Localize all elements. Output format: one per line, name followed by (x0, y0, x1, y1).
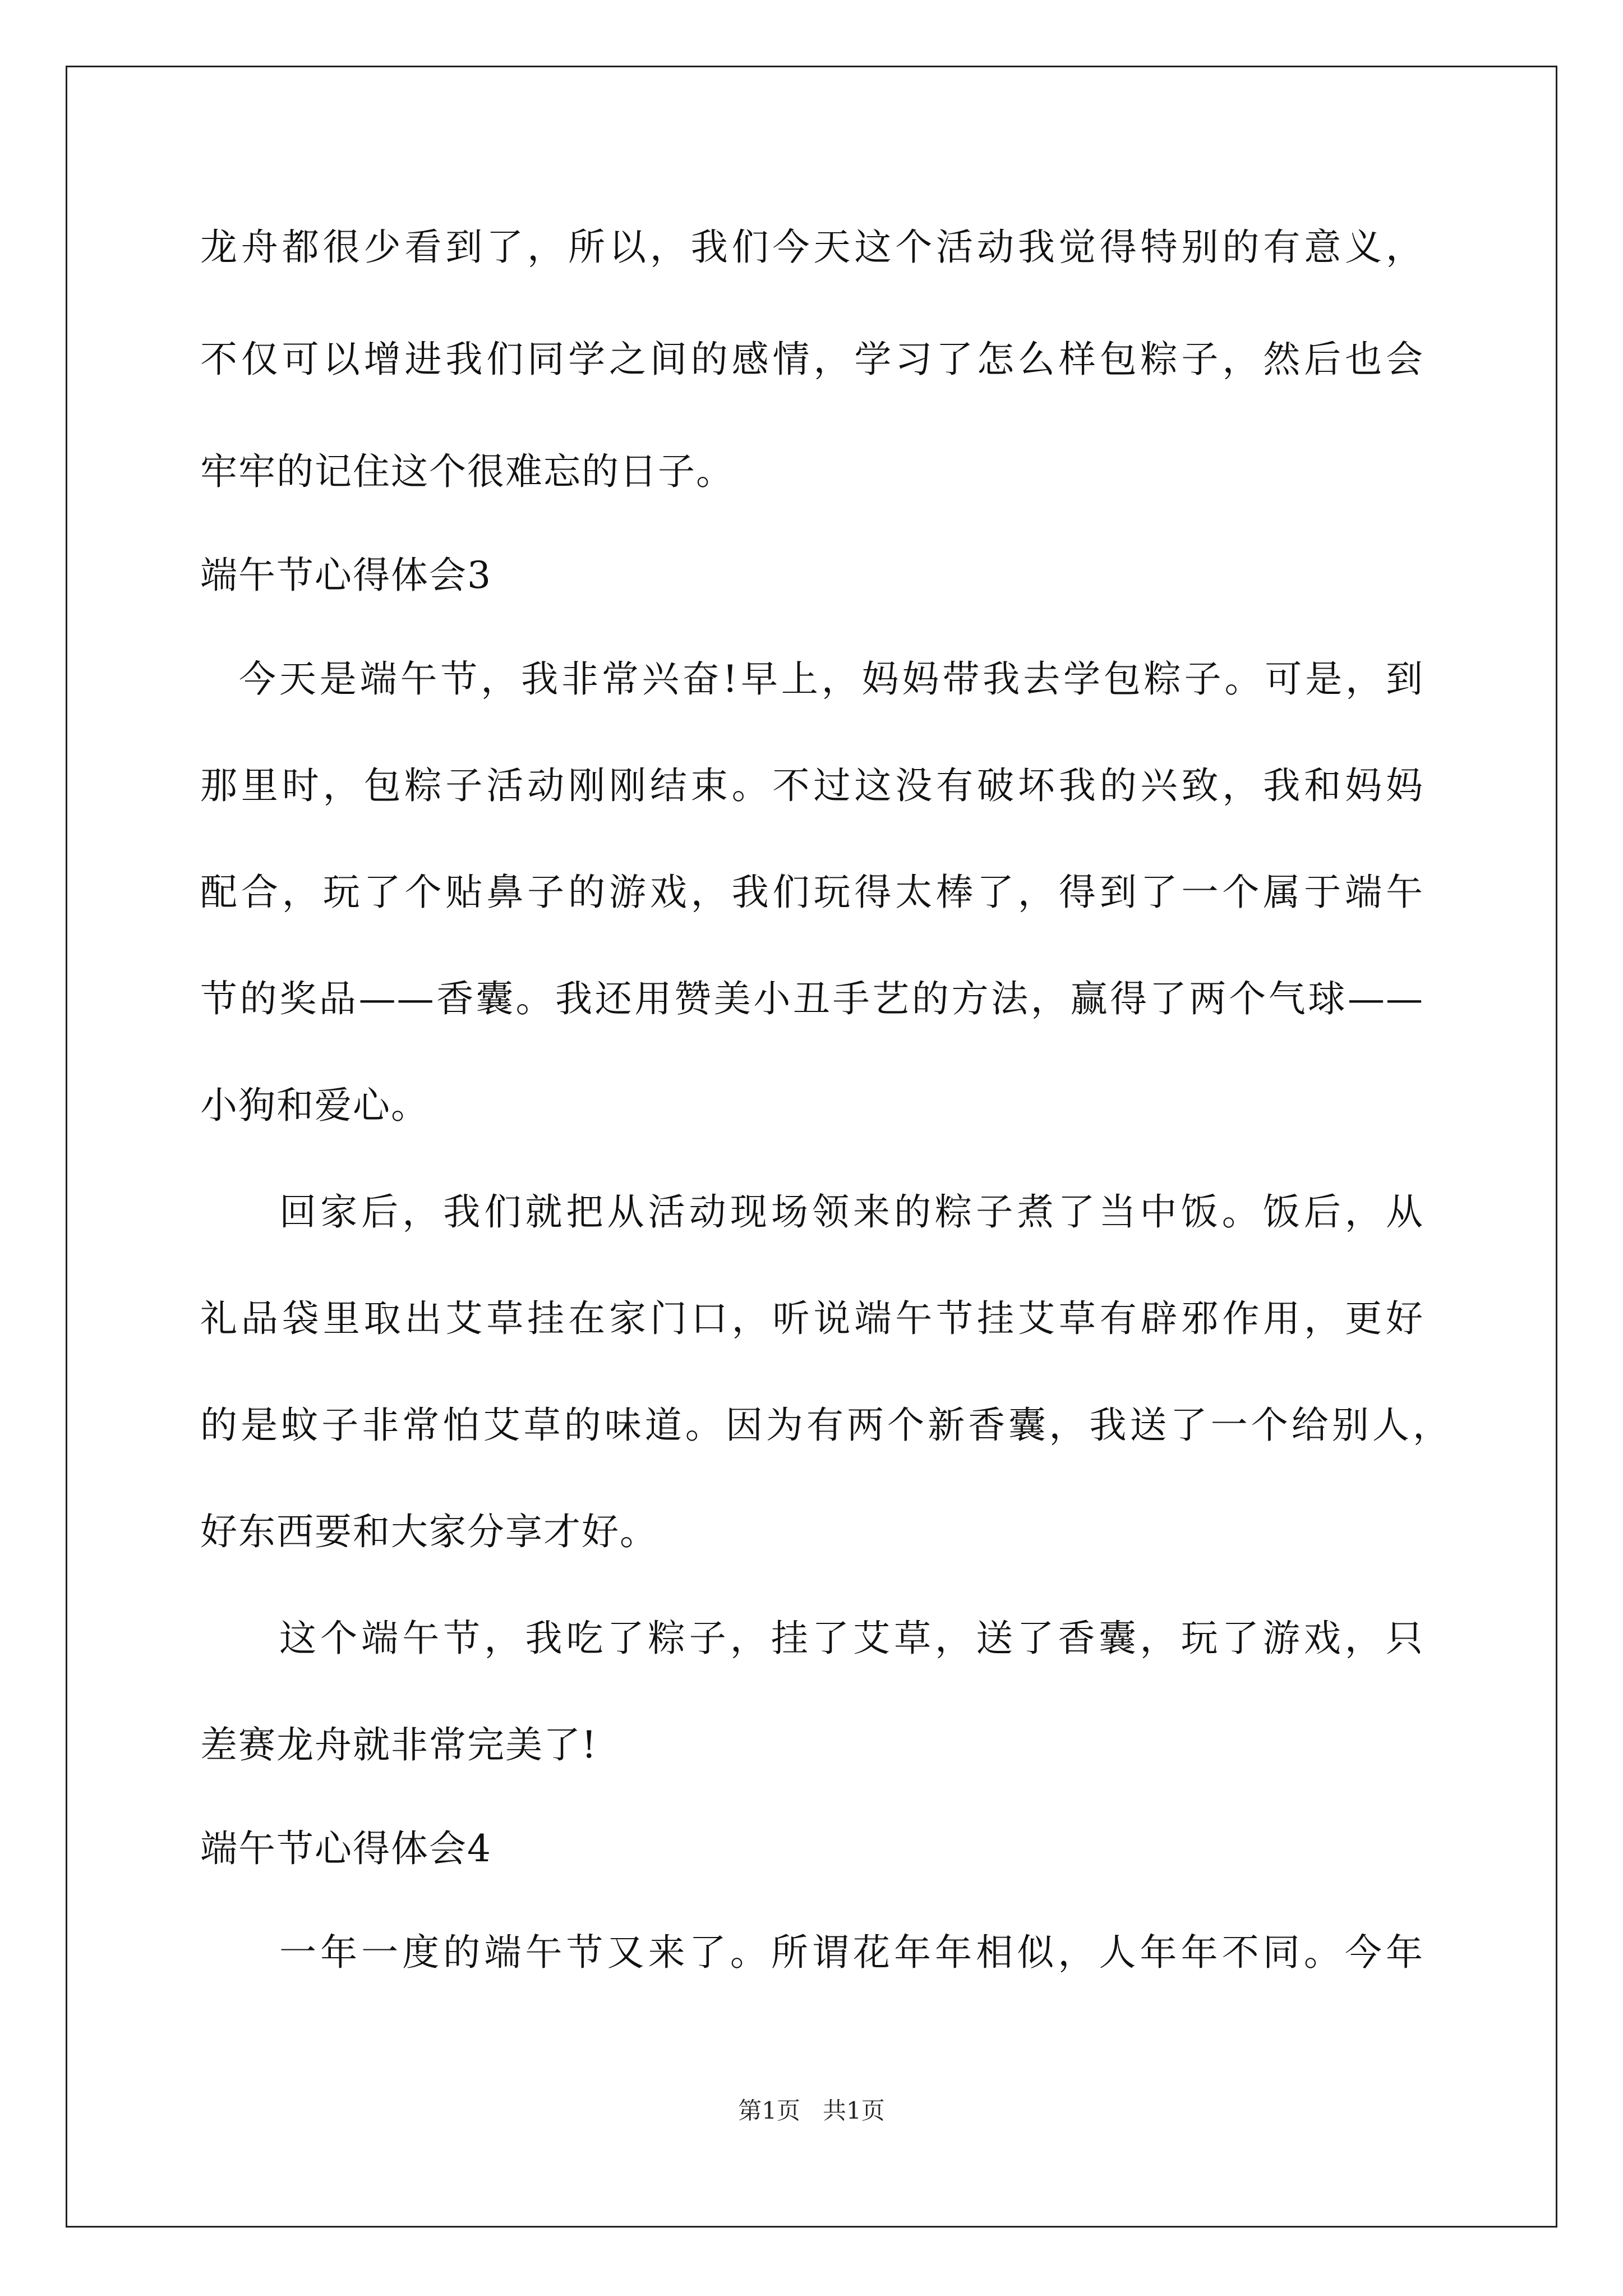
page-number-total: 共1页 (823, 2097, 885, 2124)
body-line: 回家后，我们就把从活动现场领来的粽子煮了当中饭。饭后，从 (279, 1190, 1424, 1234)
body-line: 小狗和爱心。 (200, 1084, 429, 1127)
body-line: 的是蚊子非常怕艾草的味道。因为有两个新香囊，我送了一个给别人， (200, 1404, 1451, 1447)
body-line: 礼品袋里取出艾草挂在家门口，听说端午节挂艾草有辟邪作用，更好 (200, 1297, 1424, 1340)
body-line: 龙舟都很少看到了，所以，我们今天这个活动我觉得特别的有意义， (200, 226, 1424, 269)
body-line: 这个端午节，我吃了粽子，挂了艾草，送了香囊，玩了游戏，只 (279, 1617, 1424, 1660)
body-line: 那里时，包粽子活动刚刚结束。不过这没有破坏我的兴致，我和妈妈 (200, 764, 1424, 807)
body-line: 差赛龙舟就非常完美了! (200, 1723, 598, 1766)
body-line: 节的奖品——香囊。我还用赞美小丑手艺的方法，赢得了两个气球—— (200, 977, 1424, 1020)
page-footer (0, 2099, 1623, 2123)
body-line: 今天是端午节，我非常兴奋!早上，妈妈带我去学包粽子。可是，到 (239, 657, 1424, 701)
body-line: 好东西要和大家分享才好。 (200, 1510, 658, 1553)
section-heading: 端午节心得体会3 (200, 554, 492, 597)
page-number-current: 第1页 (738, 2097, 800, 2124)
section-heading: 端午节心得体会4 (200, 1827, 492, 1870)
body-line: 配合，玩了个贴鼻子的游戏，我们玩得太棒了，得到了一个属于端午 (200, 871, 1424, 914)
page-border (66, 66, 1557, 2228)
body-line: 牢牢的记住这个很难忘的日子。 (200, 450, 734, 493)
body-line: 不仅可以增进我们同学之间的感情，学习了怎么样包粽子，然后也会 (200, 338, 1424, 381)
body-line: 一年一度的端午节又来了。所谓花年年相似，人年年不同。今年 (279, 1931, 1424, 1974)
